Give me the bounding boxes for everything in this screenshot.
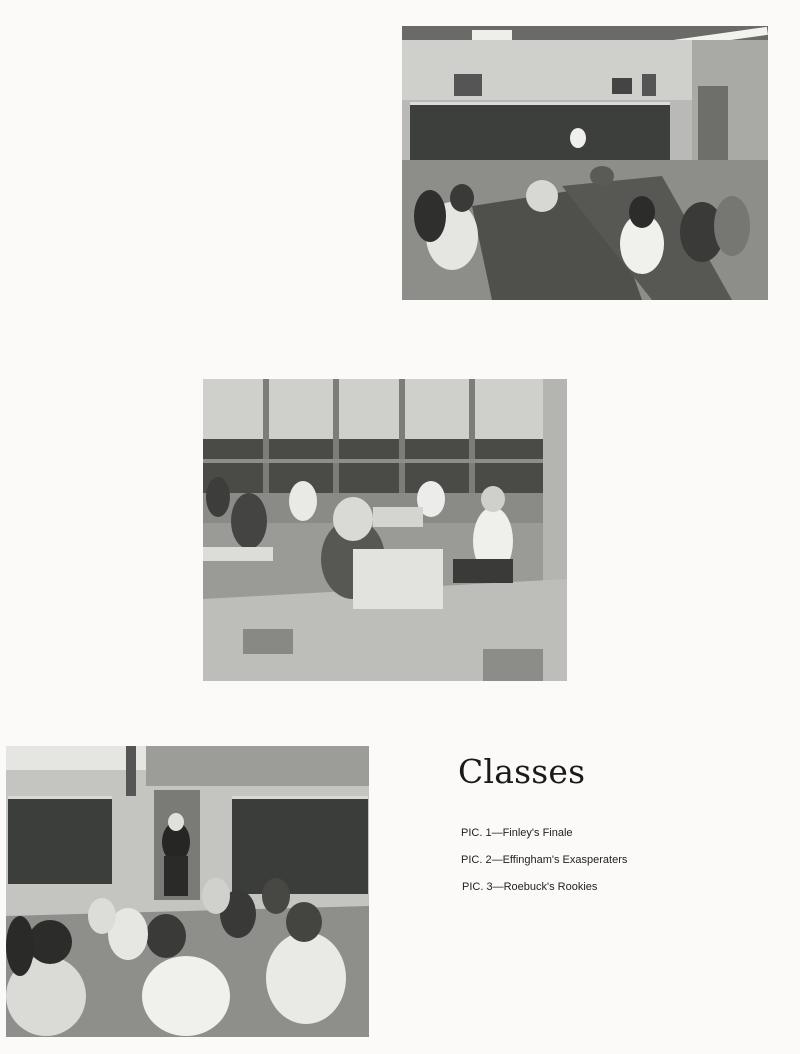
photo-roebucks-rookies (6, 746, 369, 1037)
photo-finleys-finale (402, 26, 768, 300)
classroom-photo-3 (6, 746, 369, 1037)
photo-effinghams-exasperaters (203, 379, 567, 681)
page-heading: Classes (458, 752, 586, 791)
caption-pic-3: PIC. 3—Roebuck's Rookies (462, 881, 598, 893)
caption-pic-1: PIC. 1—Finley's Finale (461, 827, 573, 839)
classroom-photo-2 (203, 379, 567, 681)
caption-pic-2: PIC. 2—Effingham's Exasperaters (461, 854, 628, 866)
caption-list (461, 826, 627, 907)
classroom-photo-1 (402, 26, 768, 300)
